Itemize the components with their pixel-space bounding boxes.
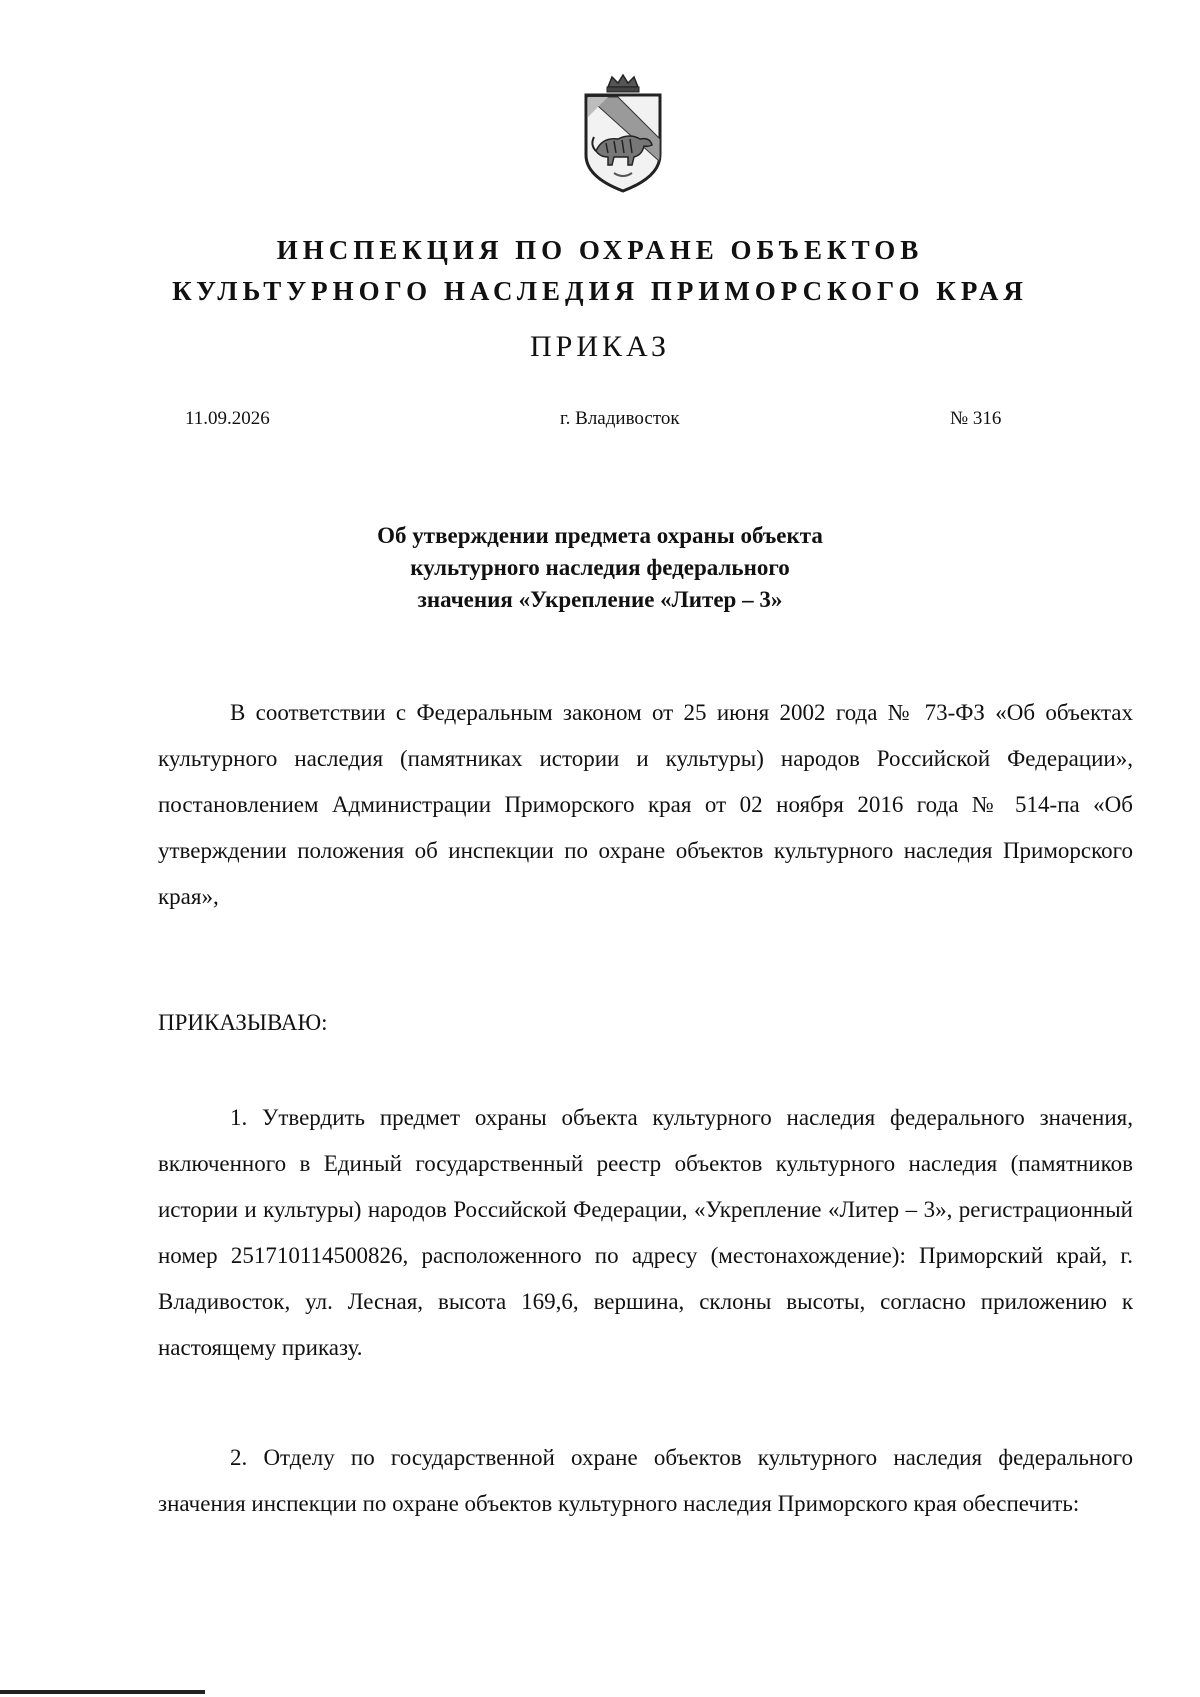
order-word: ПРИКАЗЫВАЮ: [158, 1010, 328, 1035]
preamble-paragraph: В соответствии с Федеральным законом от 25 июня 2002 года № 73-ФЗ «Об объектах культурного наследия (памятниках истории и культуры) народов Российской Федерации», постановлением Администрации Приморского края от 02 ноября 2016 года № 514-па «Об утверждении положения об инспекции по охране объектов культурного наследия Приморского края», [158, 700, 1133, 909]
document-number: № 316 [950, 408, 1002, 429]
document-title [0, 520, 1200, 616]
order-item-2: 2. Отделу по государственной охране объектов культурного наследия федерального значения инспекции по охране объектов культурного наследия Приморского края обеспечить: [158, 1445, 1133, 1516]
title-line: значения «Укрепление «Литер – 3» [417, 587, 783, 612]
footer-rule [0, 1690, 205, 1694]
document-type: ПРИКАЗ [530, 330, 670, 363]
title-line: Об утверждении предмета охраны объекта [377, 523, 823, 548]
organization-name-line1: ИНСПЕКЦИЯ ПО ОХРАНЕ ОБЪЕКТОВ [276, 235, 924, 265]
organization-name-line2: КУЛЬТУРНОГО НАСЛЕДИЯ ПРИМОРСКОГО КРАЯ [172, 276, 1028, 306]
order-item-1: 1. Утвердить предмет охраны объекта культурного наследия федерального значения, включенного в Единый государственный реестр объектов культурного наследия (памятников истории и культуры) народов Российской Федерации, «Укрепление «Литер – 3», регистрационный номер 251710114500826, расположенного по адресу (местонахождение): Приморский край, г. Владивосток, ул. Лесная, высота 169,6, вершина, склоны высоты, согласно приложению к настоящему приказу. [158, 1105, 1133, 1360]
document-date: 11.09.2026 [185, 408, 270, 429]
document-city: г. Владивосток [560, 408, 680, 429]
title-line: культурного наследия федерального [410, 555, 790, 580]
coat-of-arms-icon [578, 73, 668, 198]
